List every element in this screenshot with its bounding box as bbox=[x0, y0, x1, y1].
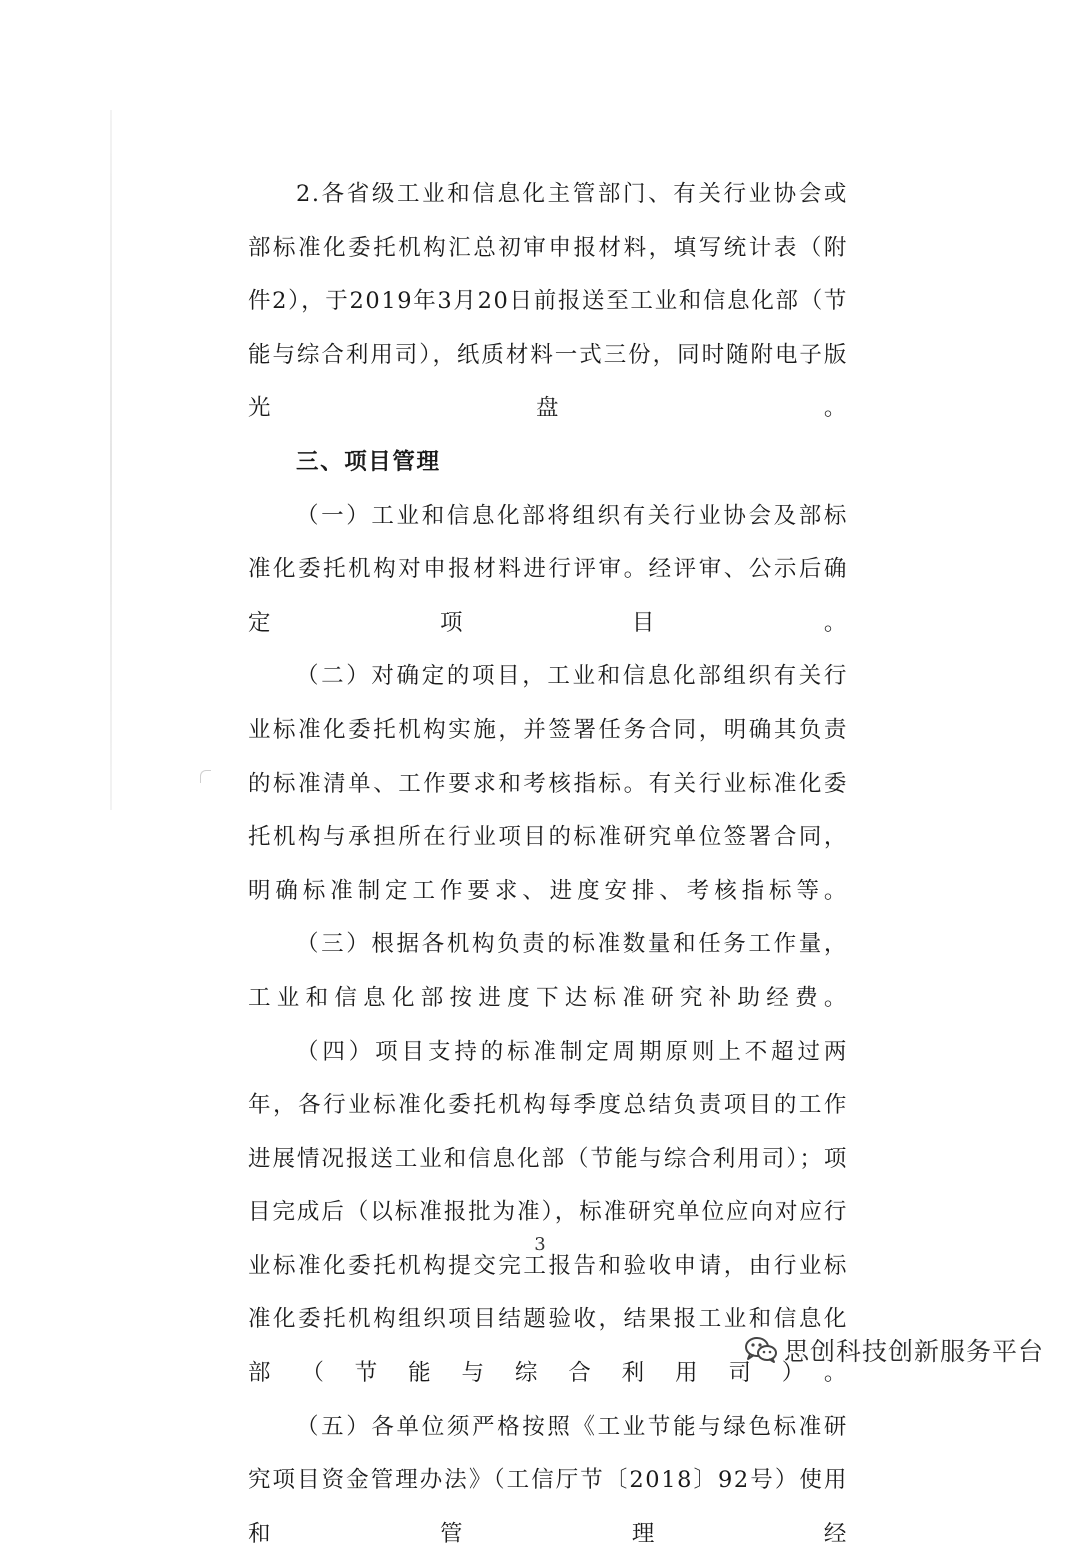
paragraph-fund-management: （五）各单位须严格按照《工业节能与绿色标准研究项目资金管理办法》（工信厅节〔2018〕92号）使用和管理经 bbox=[248, 1413, 848, 1547]
section-heading-project-management: 三、项目管理 bbox=[296, 448, 441, 475]
paragraph-review: （一）工业和信息化部将组织有关行业协会及部标准化委托机构对申报材料进行评审。经评审、公示后确定项目。 bbox=[248, 502, 848, 636]
paragraph-implementation: （二）对确定的项目，工业和信息化部组织有关行业标准化委托机构实施，并签署任务合同，明确其负责的标准清单、工作要求和考核指标。有关行业标准化委托机构与承担所在行业项目的标准研究单位签署合同，明确标准制定工作要求、进度安排、考核指标等。 bbox=[248, 663, 848, 904]
scan-mark bbox=[200, 770, 211, 783]
wechat-watermark bbox=[744, 1332, 1044, 1368]
watermark-text: 思创科技创新服务平台 bbox=[783, 1337, 1044, 1366]
page-number: 3 bbox=[534, 1234, 546, 1255]
paragraph-submission: 2.各省级工业和信息化主管部门、有关行业协会或部标准化委托机构汇总初审申报材料，填写统计表（附件2），于2019年3月20日前报送至工业和信息化部（节能与综合利用司），纸质材料一式三份，同时随附电子版光盘。 bbox=[248, 181, 848, 422]
scan-edge-shadow bbox=[110, 110, 112, 810]
paragraph-funding: （三）根据各机构负责的标准数量和任务工作量，工业和信息化部按进度下达标准研究补助经费。 bbox=[248, 931, 848, 1011]
paragraph-cycle: （四）项目支持的标准制定周期原则上不超过两年，各行业标准化委托机构每季度总结负责项目的工作进展情况报送工业和信息化部（节能与综合利用司）；项目完成后（以标准报批为准），标准研究单位应向对应行业标准化委托机构提交完工报告和验收申请，由行业标准化委托机构组织项目结题验收，结果报工业和信息化部（节能与综合利用司）。 bbox=[248, 1038, 848, 1387]
wechat-icon bbox=[744, 1336, 778, 1364]
